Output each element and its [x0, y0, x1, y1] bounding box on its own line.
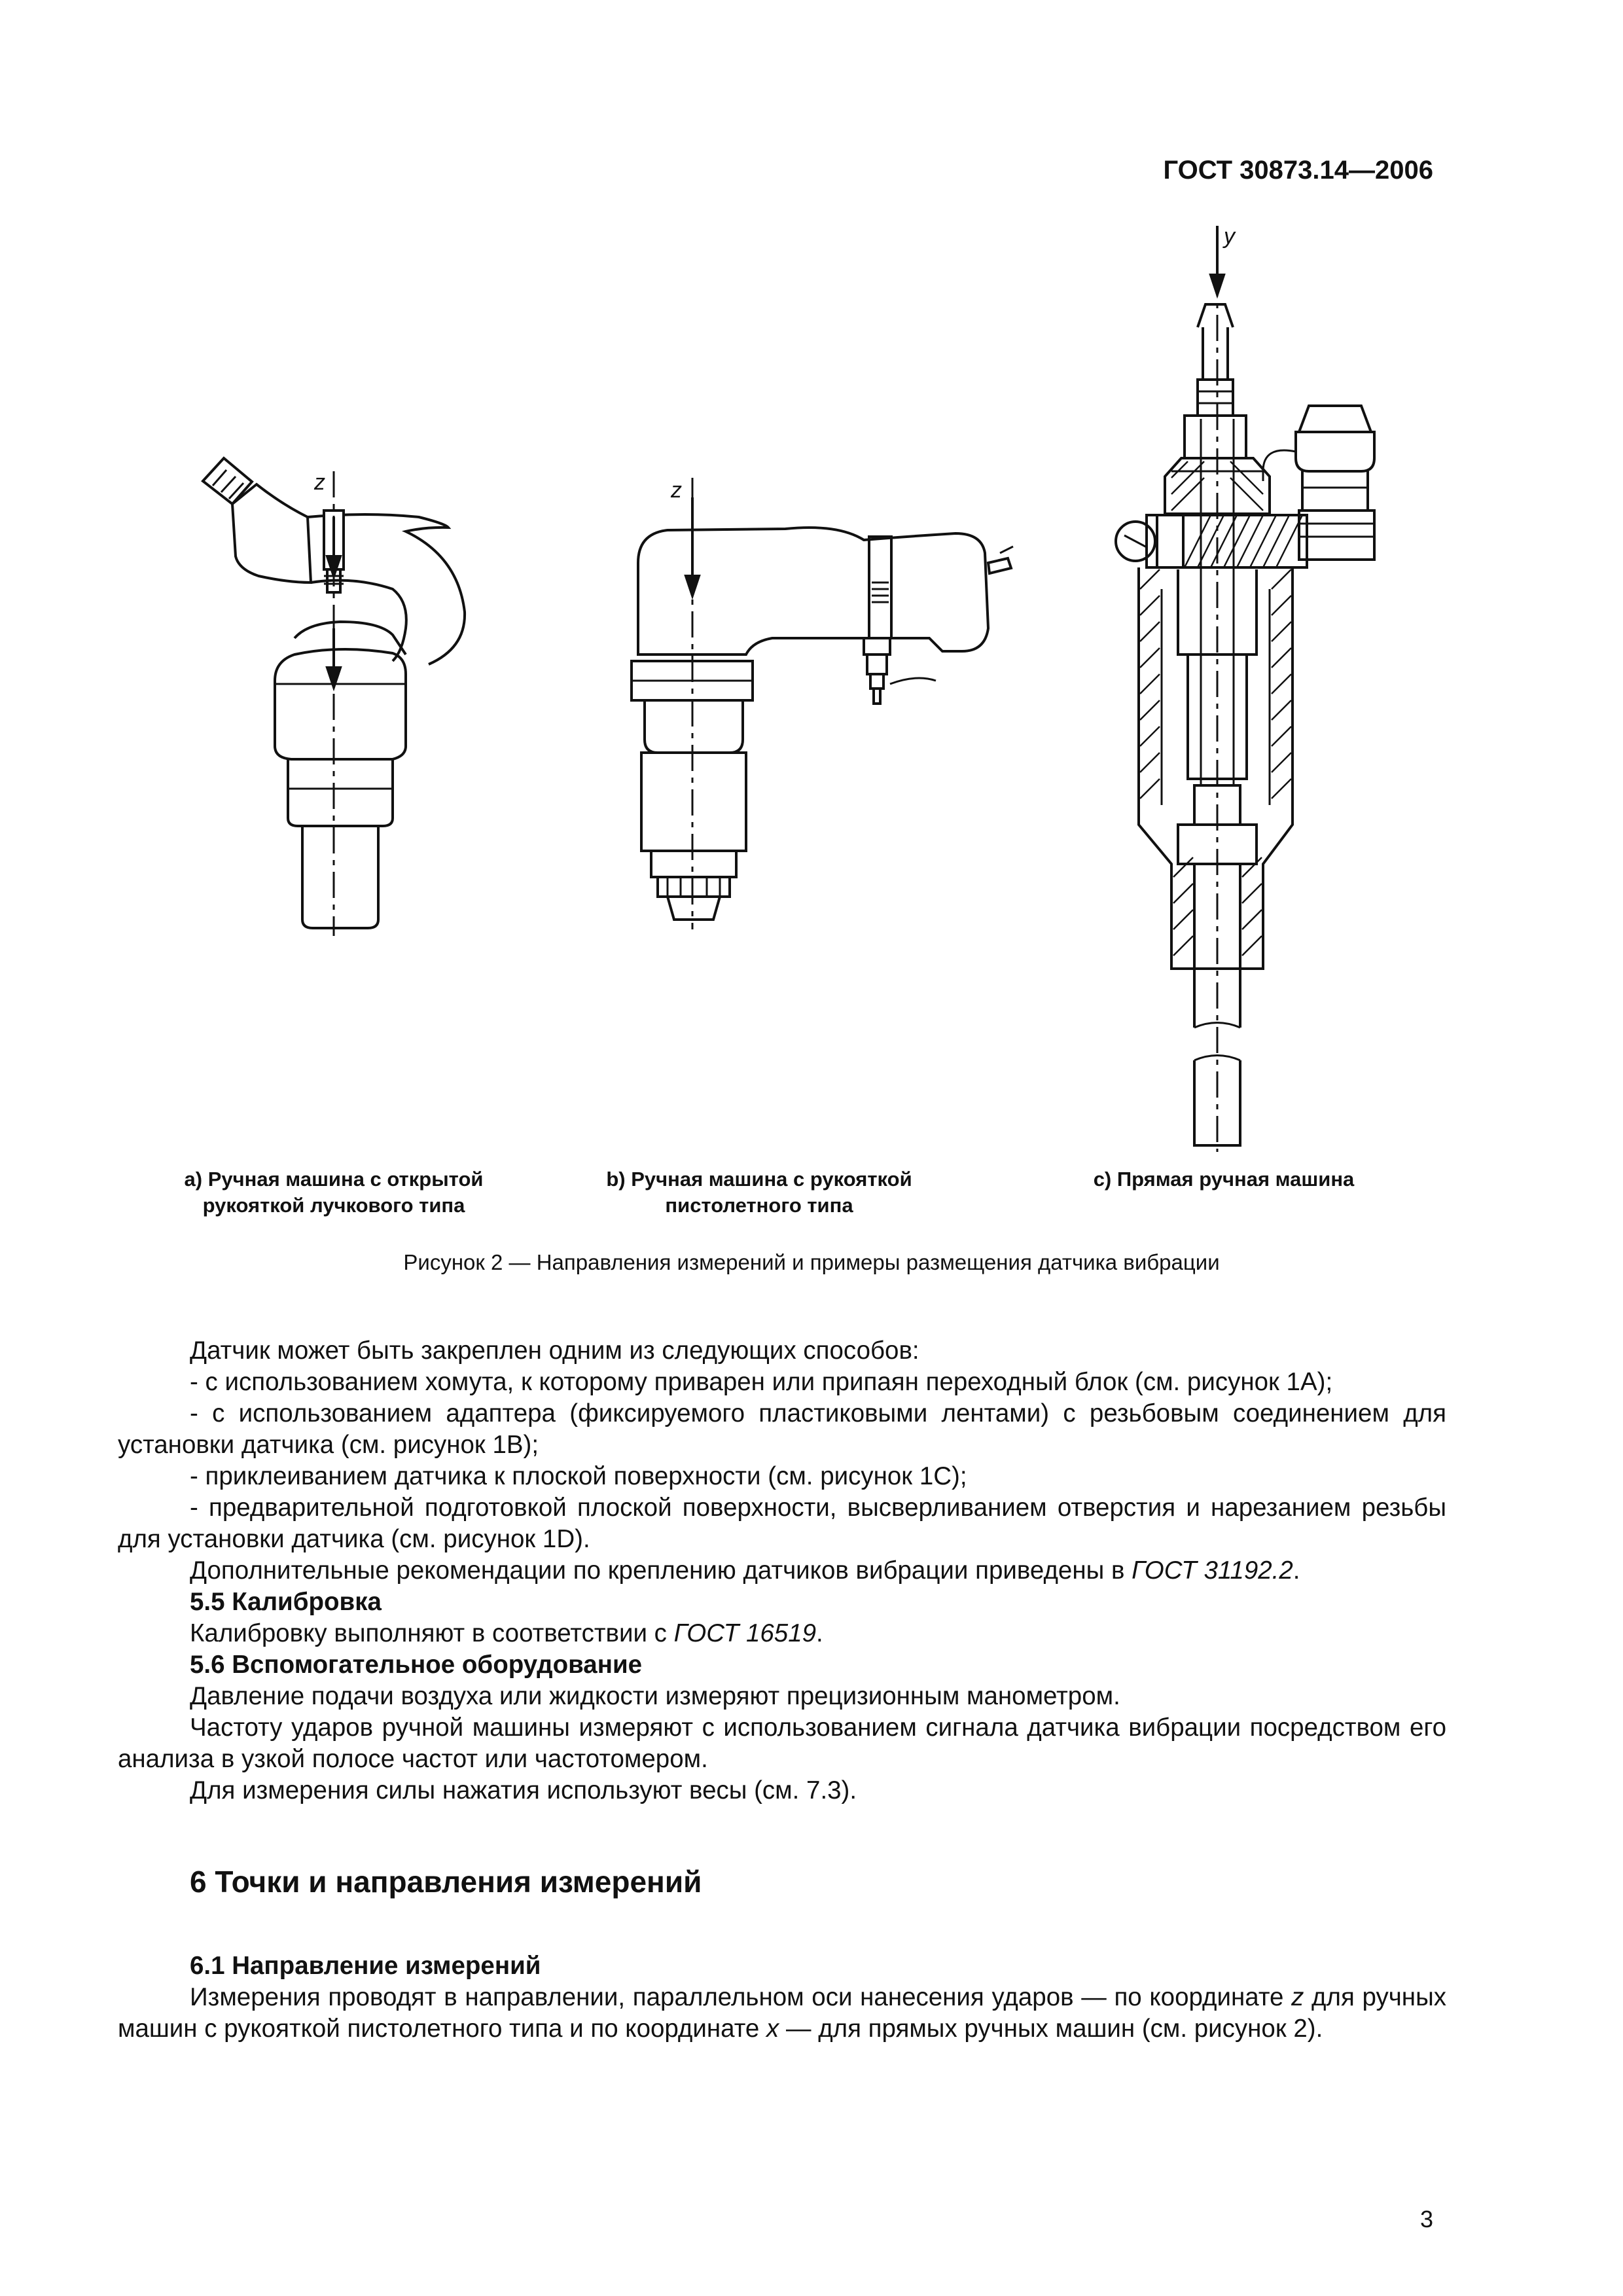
- tool-c-drawing: [1116, 224, 1374, 1152]
- document-code: ГОСТ 30873.14—2006: [1163, 156, 1433, 185]
- caption-b-line2: пистолетного типа: [665, 1194, 853, 1217]
- axis-label-c: y: [1224, 224, 1235, 249]
- section-6-title: 6 Точки и направления измерений: [190, 1865, 702, 1899]
- paragraph-11-c: — для прямых ручных машин (см. рисунок 2).: [779, 2015, 1323, 2043]
- standard-ref-16519: ГОСТ 16519: [673, 1619, 817, 1647]
- paragraph-1: Датчик может быть закреплен одним из следующих способов:: [190, 1336, 919, 1365]
- caption-a: [151, 1166, 517, 1219]
- standard-ref-31192: ГОСТ 31192.2: [1132, 1556, 1293, 1585]
- caption-b: [576, 1166, 942, 1219]
- figure-title: Рисунок 2 — Направления измерений и примеры размещения датчика вибрации: [403, 1250, 1220, 1274]
- tool-b-drawing: [632, 478, 1013, 929]
- paragraph-11: [118, 1982, 1446, 2045]
- paragraph-2: - с использованием хомута, к которому приварен или припаян переходный блок (см. рисунок 1А);: [190, 1368, 1333, 1396]
- caption-a-line2: рукояткой лучкового типа: [202, 1194, 465, 1217]
- paragraph-7: [118, 1618, 1446, 1649]
- page-number: 3: [1419, 2206, 1433, 2233]
- paragraph-11-a: Измерения проводят в направлении, параллельном оси нанесения ударов — по координате: [190, 1983, 1292, 2011]
- caption-c-line1: c) Прямая ручная машина: [1093, 1168, 1355, 1191]
- section-6-body: [118, 1950, 1446, 2045]
- body-text: [118, 1335, 1446, 1806]
- coordinate-z: z: [1291, 1983, 1304, 2011]
- paragraph-3: - с использованием адаптера (фиксируемого пластиковыми лентами) с резьбовым соединением для установки датчика (см. рисунок 1В);: [118, 1399, 1446, 1459]
- caption-b-line1: b) Ручная машина с рукояткой: [606, 1168, 912, 1191]
- paragraph-10: Для измерения силы нажатия используют весы (см. 7.3).: [190, 1776, 857, 1804]
- axis-label-a: z: [314, 470, 325, 495]
- axis-label-b: z: [671, 478, 682, 503]
- heading-6-1: 6.1 Направление измерений: [190, 1952, 541, 1980]
- caption-c: [1041, 1166, 1407, 1193]
- paragraph-6-text: Дополнительные рекомендации по креплению датчиков вибрации приведены в: [190, 1556, 1132, 1585]
- heading-5-6: 5.6 Вспомогательное оборудование: [190, 1651, 643, 1679]
- paragraph-7-end: .: [816, 1619, 823, 1647]
- heading-5-5: 5.5 Калибровка: [190, 1588, 382, 1616]
- paragraph-7-text: Калибровку выполняют в соответствии с: [190, 1619, 674, 1647]
- paragraph-9: Частоту ударов ручной машины измеряют с использованием сигнала датчика вибрации посредством его анализа в узкой полосе частот или частотомером.: [118, 1713, 1446, 1773]
- paragraph-6-end: .: [1293, 1556, 1300, 1585]
- paragraph-8: Давление подачи воздуха или жидкости измеряют прецизионным манометром.: [190, 1682, 1120, 1710]
- paragraph-11-b: для ручных машин с рукояткой пистолетного типа и по координате: [118, 1983, 1446, 2043]
- figure-2-drawings: [0, 216, 1623, 1158]
- coordinate-x: x: [766, 2015, 779, 2043]
- paragraph-5: - предварительной подготовкой плоской поверхности, высверливанием отверстия и нарезанием резьбы для установки датчика (см. рисунок 1D).: [118, 1494, 1446, 1553]
- paragraph-6: [118, 1555, 1446, 1587]
- caption-a-line1: a) Ручная машина с открытой: [184, 1168, 484, 1191]
- paragraph-4: - приклеиванием датчика к плоской поверхности (см. рисунок 1С);: [190, 1462, 967, 1490]
- tool-a-drawing: [203, 458, 465, 936]
